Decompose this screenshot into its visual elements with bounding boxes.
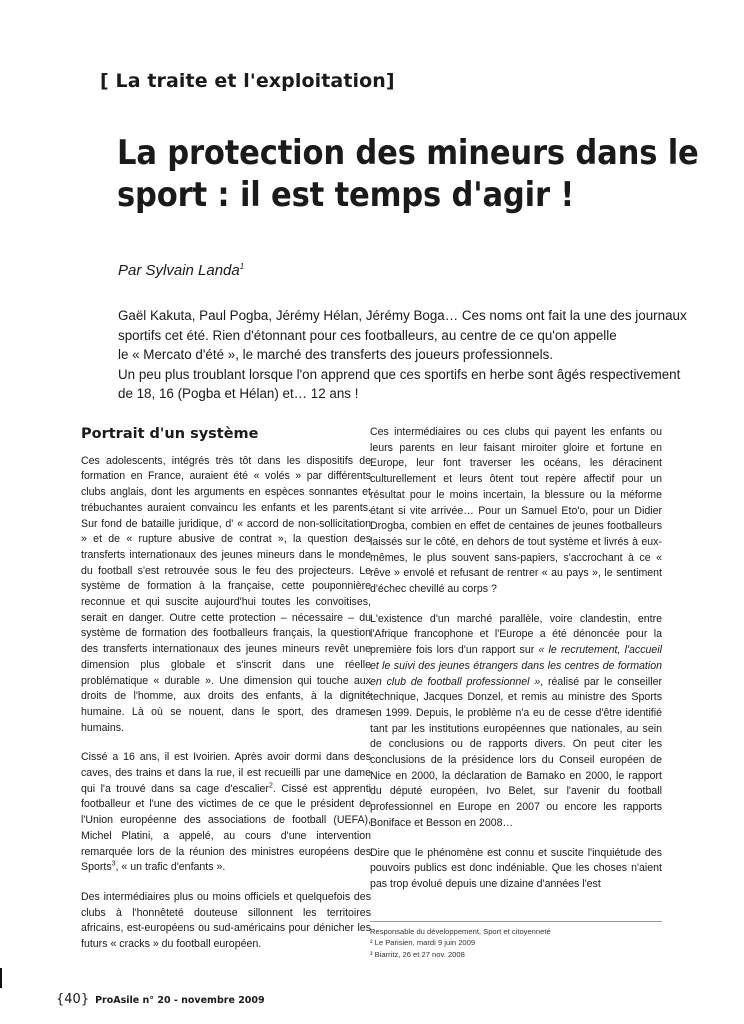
left-column (81, 425, 371, 967)
lead-paragraph (118, 306, 687, 404)
section-rubric: [ La traite et l'exploitation] (100, 70, 395, 92)
lead-line-5: de 18, 16 (Pogba et Hélan) et… 12 ans ! (118, 386, 359, 401)
scan-edge-mark (0, 968, 2, 988)
lead-line-1: Gaël Kakuta, Paul Pogba, Jérémy Hélan, Jérémy Boga… Ces noms ont fait la une des journaux (118, 308, 687, 323)
title-line-1: La protection des mineurs dans le (117, 133, 699, 173)
section-heading: Portrait d'un système (81, 426, 259, 442)
right-column (370, 425, 662, 907)
author-footnote-ref: 1 (239, 262, 245, 271)
lead-line-4: Un peu plus troublant lorsque l'on apprend que ces sportifs en herbe sont âgés respectivement (118, 366, 681, 382)
footnote-1: Responsable du développement, Sport et citoyenneté (370, 927, 551, 936)
author-name: Par Sylvain Landa (118, 262, 240, 279)
page-footer (56, 992, 265, 1007)
author-byline (118, 262, 244, 279)
footnote-ref-3: 3 (111, 860, 116, 868)
page-number: {40} (56, 992, 90, 1007)
left-paragraph-3: Des intermédiaires plus ou moins officiels et quelquefois des clubs à l'honnêteté douteuse sillonnent les territoires africains, est-européens ou sud-américains pour dénicher les futurs « cracks » du football européen. (81, 890, 371, 951)
lead-line-3: le « Mercato d'été », le marché des transferts des joueurs professionnels. (118, 347, 553, 362)
title-line-2: sport : il est temps d'agir ! (117, 175, 575, 215)
lead-line-2: sportifs cet été. Rien d'étonnant pour ces footballeurs, au centre de ce qu'on appelle (118, 327, 617, 343)
footnote-2: ² Le Parisien, mardi 9 juin 2009 (370, 938, 476, 948)
right-paragraph-2: L'existence d'un marché parallèle, voire clandestin, entre l'Afrique francophone et l'Europe a été dénoncée pour la première fois lors d'un rapport sur « le recrutement, l'accueil et le suivi des jeunes étrangers dans les centres de formation en club de football professionnel », réalisé par le conseiller technique, Jacques Donzel, et remis au ministre des Sports en 1999. Depuis, le problème n'a eu de cesse d'être identifié tant par les institutions européennes que nationales, au sein de conclusions ou de rapports divers. On peut citer les conclusions de la présidence lors du Conseil européen de Nice en 2000, la déclaration de Bamako en 2000, le rapport du député européen, Ivo Belet, sur l'avenir du football professionnel en Europe en 2007 ou encore les rapports Boniface et Besson en 2008… (370, 612, 662, 829)
article-title (117, 132, 699, 216)
right-paragraph-1: Ces intermédiaires ou ces clubs qui payent les enfants ou leurs parents en leur faisant miroiter gloire et fortune en Europe, leur font traverser les océans, les déracinent culturellement et leurs ôtent tout repère affectif pour un résultat pour le moins incertain, la blessure ou la méforme étant si vite arrivée… Pour un Samuel Eto'o, pour un Didier Drogba, combien en effet de centaines de jeunes footballeurs laissés sur le côté, en dehors de tout système et livrés à eux-mêmes, le plus souvent sans-papiers, s'accrochant à ce « rêve » envolé et refusant de rentrer « au pays », le sentiment d'échec chevillé au corps ? (370, 426, 662, 596)
right-paragraph-3: Dire que le phénomène est connu et suscite l'inquiétude des pouvoirs publics est donc indéniable. Que les choses n'aient pas trop évolué depuis une dizaine d'années l'est (370, 846, 662, 890)
report-title: « le recrutement, l'accueil et le suivi des jeunes étrangers dans les centres de formation en club de football professionnel » (370, 644, 662, 688)
left-paragraph-1: Ces adolescents, intégrés très tôt dans les dispositifs de formation en France, auraient été « volés » par différents clubs anglais, dont les arguments en espèces sonnantes et trébuchantes auraient convaincu les enfants et les parents. Sur fond de bataille juridique, d' « accord de non-sollicitation » et de « rupture abusive de contrat », la question des transferts internationaux des jeunes mineurs dans le monde du football s'est retrouvée sous le feu des projecteurs. Le système de formation à la française, cette pouponnière reconnue et qui suscite aujourd'hui toutes les convoitises, serait en danger. Outre cette protection – nécessaire – du système de formation des footballeurs français, la question des transferts internationaux des jeunes mineurs revêt une dimension plus globale et s'inscrit dans une réelle problématique « durable ». Une dimension qui touche aux droits de l'homme, aux droits des enfants, à la dignité humaine. Là où se nouent, dans le sport, des drames humains. (81, 454, 371, 734)
left-paragraph-2: Cissé a 16 ans, il est Ivoirien. Après avoir dormi dans des caves, des trains et dans la rue, il est recueilli par une dame qui l'a trouvé dans sa cage d'escalier$^2$. Cissé est apprenti footballeur et l'une des victimes de ce que le président de l'Union européenne des associations de football (UEFA), Michel Platini, a appelé, au cours d'une intervention remarquée lors de la réunion des ministres européens des Sports$^3$, « un trafic d'enfants ». (81, 751, 372, 874)
footnote-3: ³ Biarritz, 26 et 27 nov. 2008 (370, 949, 465, 959)
footnote-ref-2: 2 (268, 782, 273, 790)
footnotes (370, 921, 662, 960)
publication-info: ProAsile n° 20 - novembre 2009 (95, 995, 265, 1006)
